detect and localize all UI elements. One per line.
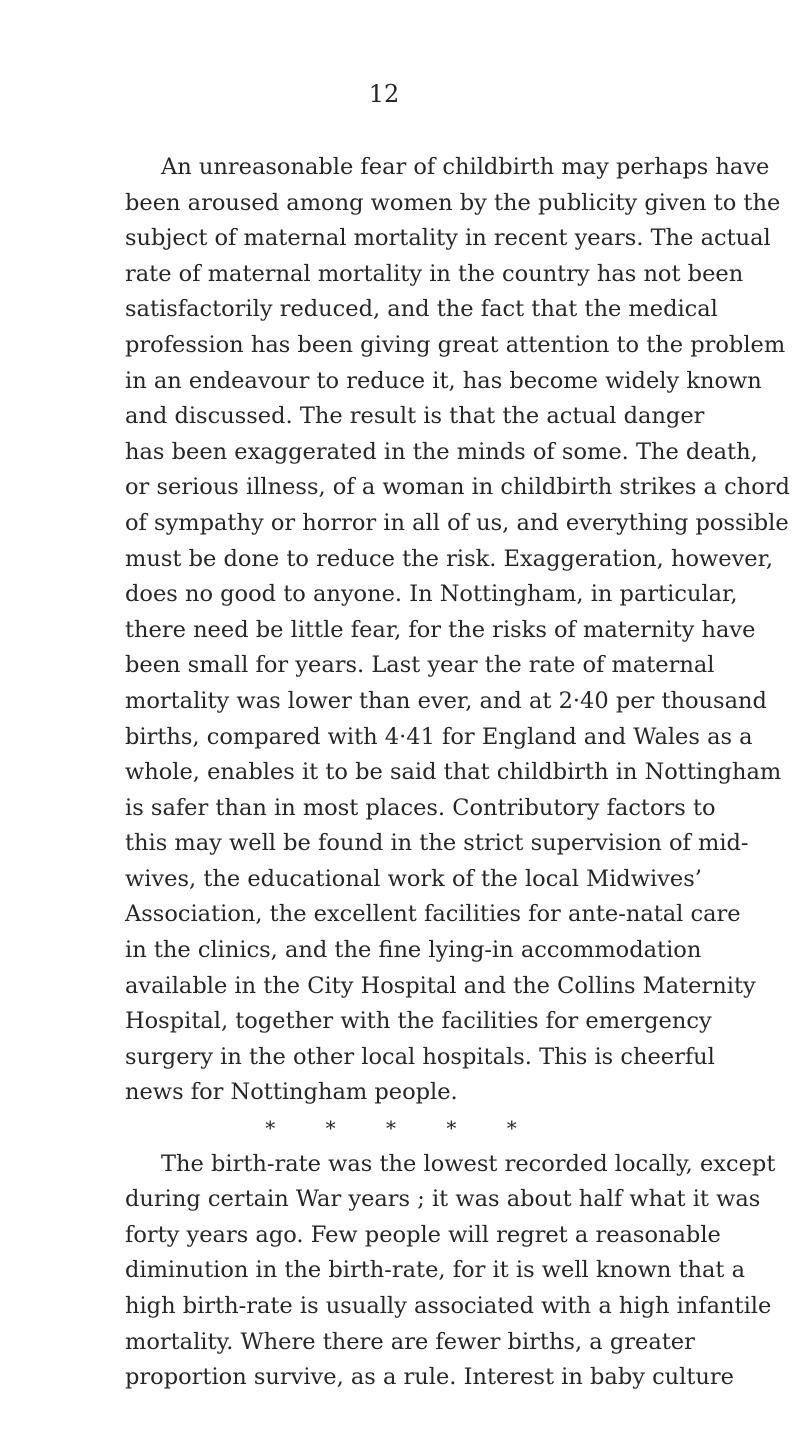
text-line: there need be little fear, for the risks of maternity have [125, 616, 756, 643]
text-line: does no good to anyone. In Nottingham, in particular, [125, 581, 738, 608]
paragraph-maternal-mortality [125, 150, 790, 1111]
text-line: proportion survive, as a rule. Interest in baby culture [125, 1364, 734, 1391]
text-line: The birth-rate was the lowest recorded locally, except [161, 1150, 776, 1177]
text-line: surgery in the other local hospitals. This is cheerful [125, 1043, 715, 1070]
text-line: or serious illness, of a woman in childbirth strikes a chord [125, 474, 790, 501]
text-line: diminution in the birth-rate, for it is well known that a [125, 1257, 746, 1284]
text-line: wives, the educational work of the local Midwives’ [125, 865, 702, 892]
text-line: rate of maternal mortality in the country has not been [125, 260, 744, 287]
text-line: profession has been giving great attention to the problem [125, 331, 786, 358]
text-line: births, compared with 4·41 for England and Wales as a [125, 723, 753, 750]
text-line: in the clinics, and the fine lying-in accommodation [125, 937, 702, 964]
page-number: 12 [368, 80, 400, 108]
text-line: whole, enables it to be said that childbirth in Nottingham [125, 759, 782, 786]
text-line: been small for years. Last year the rate of maternal [125, 652, 715, 679]
text-line: and discussed. The result is that the actual danger [125, 403, 705, 430]
text-line: in an endeavour to reduce it, has become widely known [125, 367, 762, 394]
text-line: satisfactorily reduced, and the fact that the medical [125, 296, 718, 323]
text-line: mortality. Where there are fewer births, a greater [125, 1328, 695, 1355]
text-line: subject of maternal mortality in recent years. The actual [125, 225, 771, 252]
text-line: news for Nottingham people. [125, 1079, 458, 1106]
text-line: has been exaggerated in the minds of some. The death, [125, 438, 758, 465]
text-line: this may well be found in the strict supervision of mid- [125, 830, 749, 857]
text-line: been aroused among women by the publicity given to the [125, 189, 781, 216]
text-line: Association, the excellent facilities for ante-natal care [125, 901, 741, 928]
text-line: available in the City Hospital and the Collins Maternity [125, 972, 756, 999]
text-line: is safer than in most places. Contributory factors to [125, 794, 716, 821]
text-line: forty years ago. Few people will regret a reasonable [125, 1221, 721, 1248]
page-body [125, 150, 790, 1396]
asterisk-separator: * * * * * [265, 1116, 539, 1141]
text-line: mortality was lower than ever, and at 2·40 per thousand [125, 687, 767, 714]
text-line: An unreasonable fear of childbirth may perhaps have [161, 154, 770, 180]
text-line: high birth-rate is usually associated with a high infantile [125, 1293, 772, 1319]
paragraph-birth-rate [125, 1147, 776, 1396]
text-line: Hospital, together with the facilities for emergency [125, 1008, 712, 1035]
text-line: of sympathy or horror in all of us, and everything possible [125, 509, 789, 536]
text-line: during certain War years ; it was about half what it was [125, 1186, 761, 1213]
text-line: must be done to reduce the risk. Exaggeration, however, [125, 545, 774, 572]
